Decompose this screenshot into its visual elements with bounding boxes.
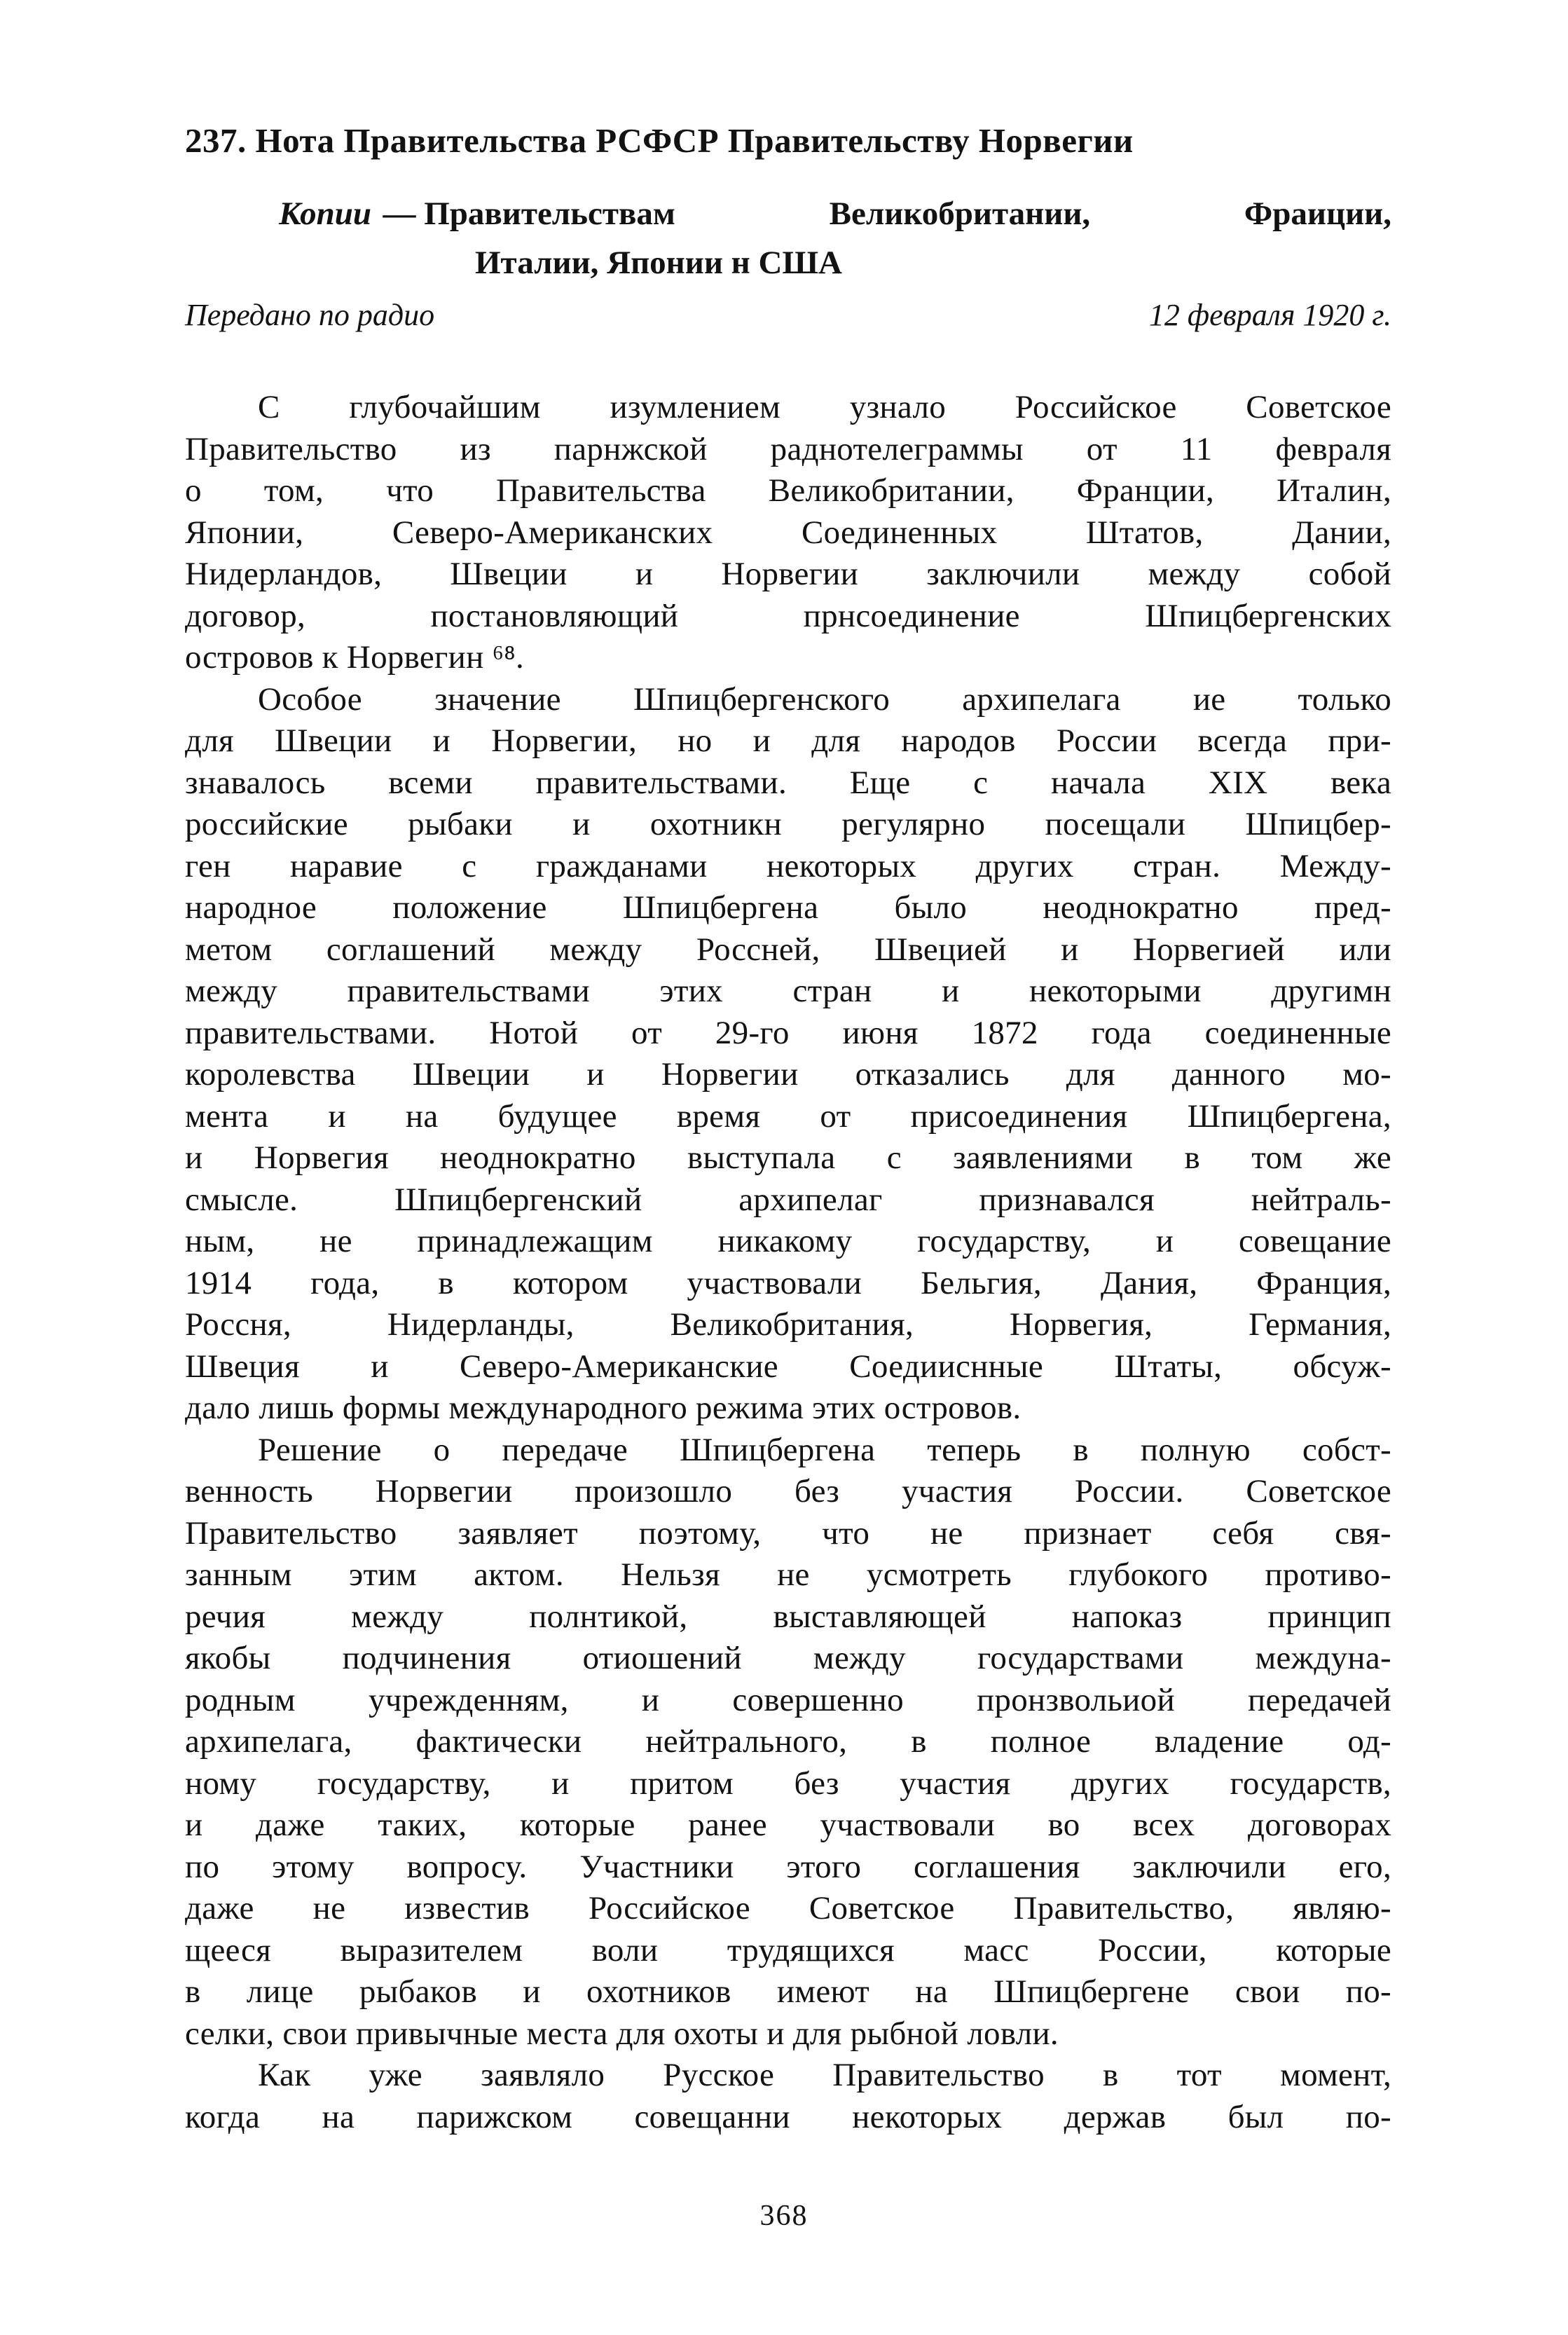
copies-heading-lead [279, 195, 675, 233]
transmitted-label: Передано по радио [185, 298, 435, 332]
text-line: дало лишь формы международного режима этих островов. [185, 1390, 1022, 1426]
text-line: по этому вопросу. Участники этого соглашения заключили его, [185, 1848, 1391, 1885]
text-line: Решение о передаче Шпицбергена теперь в полную собст- [258, 1431, 1391, 1468]
copies-word-rest: — Правительствам [383, 196, 675, 232]
text-line: 1914 года, в котором участвовали Бельгия, Дания, Франция, [185, 1264, 1391, 1301]
text-line: островов к Норвегин ⁶⁸. [185, 639, 525, 676]
text-line: о том, что Правительства Великобритании, Франции, Италин, [185, 472, 1391, 509]
text-line: когда на парижском совещанни некоторых держав был по- [185, 2098, 1391, 2135]
text-line: народное положение Шпицбергена было неоднократно пред- [185, 889, 1391, 926]
text-line: и даже таких, которые ранее участвовали во всех договорах [185, 1807, 1391, 1843]
text-line: Правительство из парнжской раднотелеграммы от 11 февраля [185, 430, 1391, 467]
text-line: правительствами. Нотой от 29-го июня 1872 года соединенные [185, 1014, 1391, 1051]
text-line: Как уже заявляло Русское Правительство в тот момент, [258, 2057, 1391, 2093]
text-line: ным, не принадлежащим никакому государству, и совещание [185, 1223, 1391, 1259]
copies-heading-line1 [279, 195, 1391, 233]
text-line: якобы подчинения отиошений между государствами междуна- [185, 1640, 1391, 1676]
text-line: архипелага, фактически нейтрального, в полное владение од- [185, 1723, 1391, 1760]
text-line: занным этим актом. Нельзя не усмотреть глубокого противо- [185, 1556, 1391, 1593]
text-line: ному государству, и притом без участия других государств, [185, 1765, 1391, 1802]
date-label: 12 февраля 1920 г. [1148, 298, 1391, 332]
text-line: между правительствами этих стран и некоторыми другимн [185, 973, 1391, 1009]
text-line: Особое значение Шпицбергенского архипелага ие только [258, 680, 1391, 718]
copies-word-italic: Копии [279, 196, 372, 232]
text-line: речия между полнтикой, выставляющей напоказ принцип [185, 1598, 1391, 1635]
text-line: смысле. Шпицбергенский архипелаг признавался нейтраль- [185, 1181, 1391, 1218]
text-line: родным учрежденням, и совершенно пронзвольиой передачей [185, 1681, 1391, 1718]
text-line: в лице рыбаков и охотников имеют на Шпицбергене свои по- [185, 1973, 1391, 2010]
text-line: Правительство заявляет поэтому, что не признает себя свя- [185, 1514, 1391, 1552]
copies-heading-line2: Италии, Японии н США [475, 245, 842, 281]
copies-heading-country-2: Фраиции, [1244, 196, 1391, 232]
text-line: ген наравие с гражданами некоторых других стран. Между- [185, 847, 1391, 884]
text-line: королевства Швеции и Норвегии отказались для данного мо- [185, 1056, 1391, 1093]
text-line: мента и на будущее время от присоединения Шпицбергена, [185, 1097, 1391, 1135]
text-line: Нидерландов, Швеции и Норвегии заключили между собой [185, 556, 1391, 592]
body-paragraphs [185, 387, 1391, 2138]
text-line: селки, свои привычные места для охоты и для рыбной ловли. [185, 2015, 1059, 2052]
text-line: щееся выразителем воли трудящихся масс России, которые [185, 1931, 1391, 1968]
text-line: С глубочайшим изумлением узнало Российское Советское [258, 389, 1391, 425]
text-line: Японии, Северо-Американских Соединенных Штатов, Дании, [185, 514, 1391, 551]
document-title: 237. Нота Правительства РСФСР Правительству Норвегии [185, 121, 1134, 160]
text-line: знавалось всеми правительствами. Еще с начала XIX века [185, 764, 1391, 801]
copies-heading-country-1: Великобритании, [829, 196, 1091, 232]
text-line: и Норвегия неоднократно выступала с заявлениями в том же [185, 1139, 1391, 1176]
text-line: даже не известив Российское Советское Правительство, являю- [185, 1890, 1391, 1926]
text-line: Швеция и Северо-Американские Соедииснные Штаты, обсуж- [185, 1348, 1391, 1385]
text-line: российские рыбаки и охотникн регулярно посещали Шпицбер- [185, 806, 1391, 842]
text-line: договор, постановляющий прнсоединение Шпицбергенских [185, 597, 1391, 634]
text-line: для Швеции и Норвегии, но и для народов России всегда при- [185, 723, 1391, 759]
text-line: венность Норвегии произошло без участия России. Советское [185, 1473, 1391, 1509]
text-line: метом соглашений между Россней, Швецией и Норвегией или [185, 931, 1391, 968]
text-line: Россня, Нидерланды, Великобритания, Норвегия, Германия, [185, 1306, 1391, 1343]
transmission-info-row [185, 297, 1391, 333]
page-number: 368 [759, 2200, 809, 2232]
